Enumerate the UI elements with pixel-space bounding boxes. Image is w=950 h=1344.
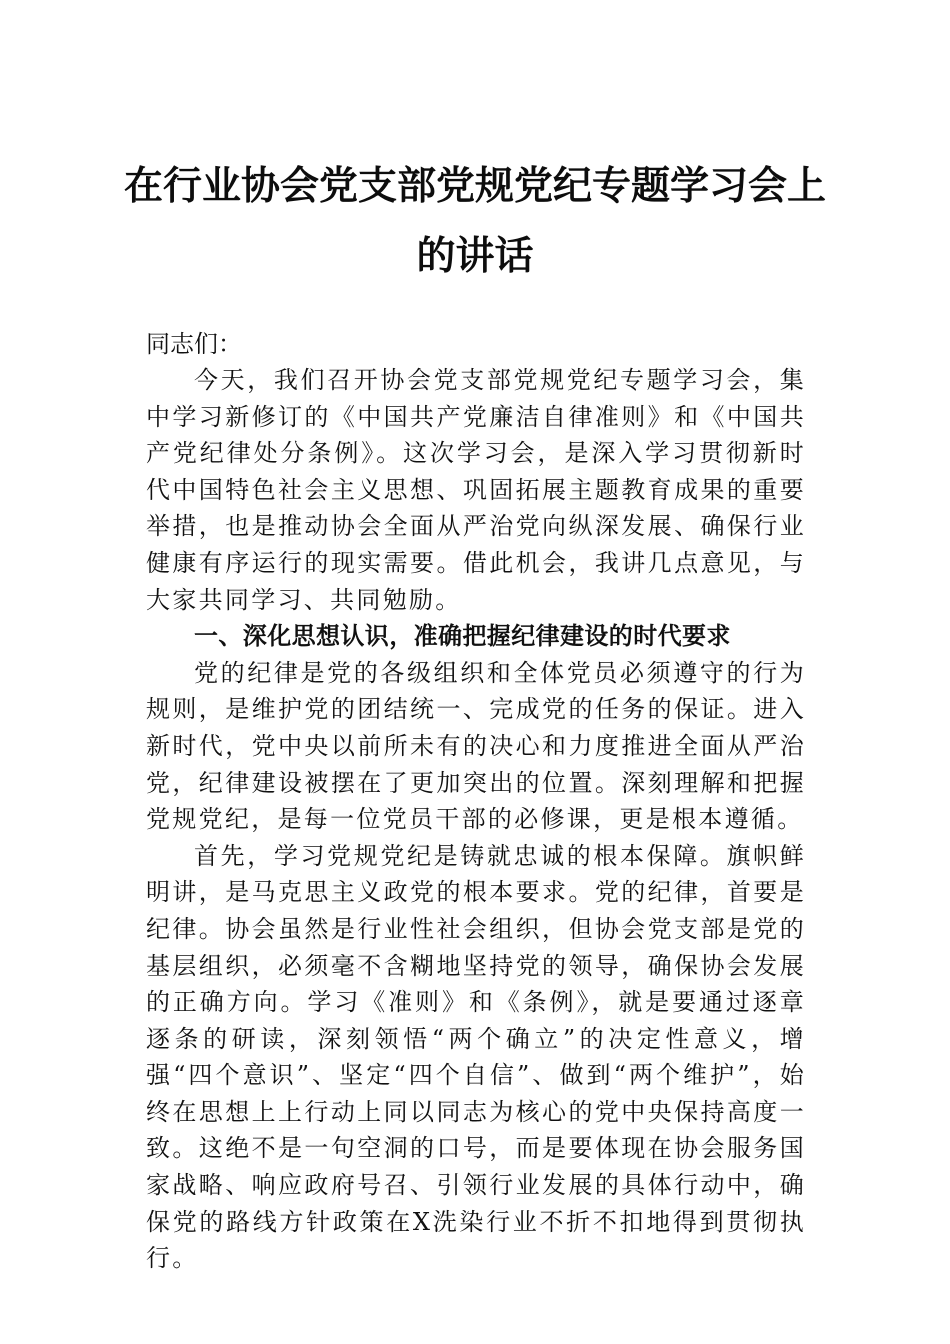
paragraph-loyalty: 首先，学习党规党纪是铸就忠诚的根本保障。旗帜鲜明讲，是马克思主义政党的根本要求。党的纪律，首要是纪律。协会虽然是行业性社会组织，但协会党支部是党的基层组织，必须毫不含糊地坚持党的领导，确保协会发展的正确方向。学习《准则》和《条例》，就是要通过逐章逐条的研读，深刻领悟“两个确立”的决定性意义，增强“四个意识”、坚定“四个自信”、做到“两个维护”，始终在思想上上行动上同以同志为核心的党中央保持高度一致。这绝不是一句空洞的口号，而是要体现在协会服务国家战略、响应政府号召、引领行业发展的具体行动中，确保党的路线方针政策在X洗染行业不折不扣地得到贯彻执行。: [146, 841, 806, 1273]
paragraph-intro: 今天，我们召开协会党支部党规党纪专题学习会，集中学习新修订的《中国共产党廉洁自律准则》和《中国共产党纪律处分条例》。这次学习会，是深入学习贯彻新时代中国特色社会主义思想、巩固拓展主题教育成果的重要举措，也是推动协会全面从严治党向纵深发展、确保行业健康有序运行的现实需要。借此机会，我讲几点意见，与大家共同学习、共同勉励。: [146, 366, 806, 614]
salutation: 同志们：: [146, 330, 242, 358]
document-body: [146, 362, 806, 1277]
document-title-line-2: 的讲话: [416, 233, 534, 279]
section-heading-1: 一、深化思想认识，准确把握纪律建设的时代要求: [194, 622, 731, 651]
paragraph-discipline: 党的纪律是党的各级组织和全体党员必须遵守的行为规则，是维护党的团结统一、完成党的任务的保证。进入新时代，党中央以前所未有的决心和力度推进全面从严治党，纪律建设被摆在了更加突出的位置。深刻理解和把握党规党纪，是每一位党员干部的必修课，更是根本遵循。: [146, 658, 806, 834]
document-title-line-1: 在行业协会党支部党规党纪专题学习会上: [123, 163, 826, 209]
